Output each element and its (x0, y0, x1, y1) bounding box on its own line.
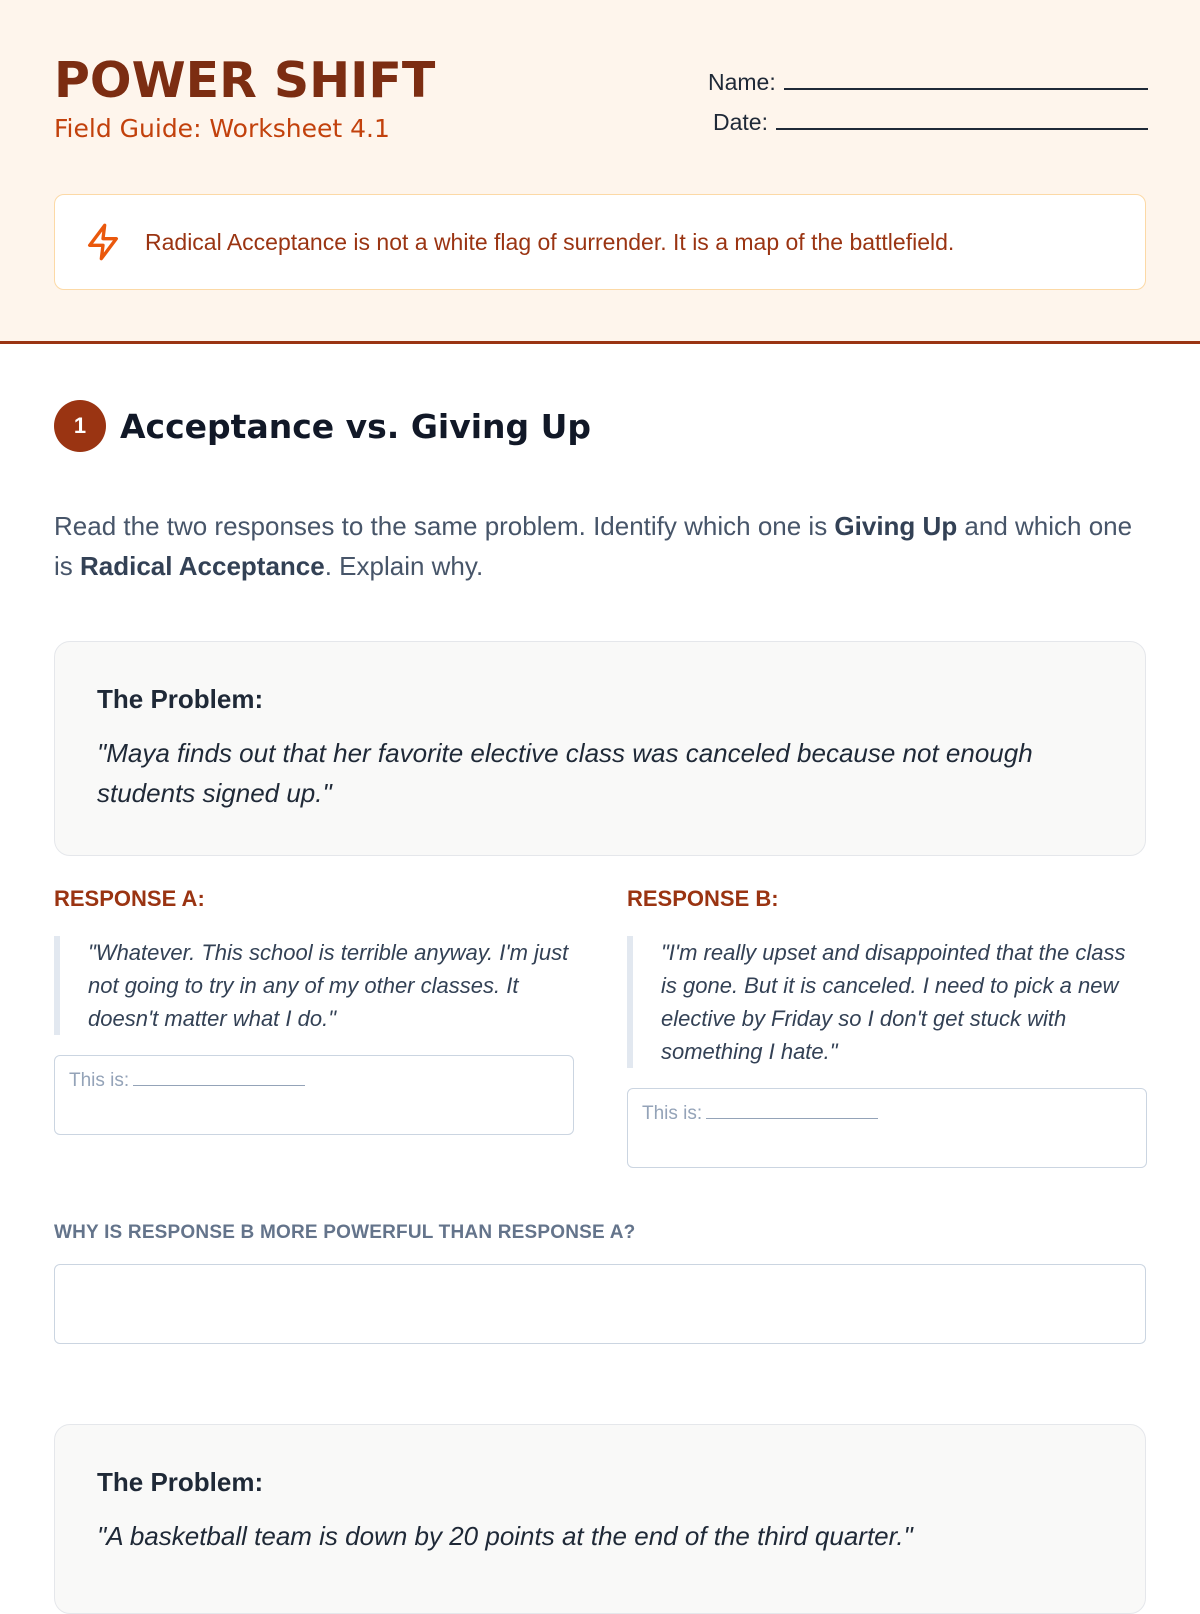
problem-label: The Problem: (97, 1467, 264, 1497)
lightning-bolt-icon (83, 222, 123, 262)
why-answer-field[interactable] (54, 1264, 1146, 1344)
problem-card-2 (54, 1424, 1146, 1614)
problem-text: "A basketball team is down by 20 points at the end of the third quarter." (97, 1521, 913, 1551)
intro-text-1: Read the two responses to the same problem. Identify which one is (54, 511, 835, 541)
worksheet-subtitle: Field Guide: Worksheet 4.1 (54, 114, 390, 143)
problem-label: The Problem: (97, 684, 264, 714)
name-date-block (708, 56, 1148, 136)
answer-prompt: This is: (69, 1070, 130, 1091)
name-field[interactable] (784, 66, 1148, 90)
section-instructions (54, 506, 1146, 586)
response-b-quote: "I'm really upset and disappointed that the class is gone. But it is canceled. I need to pick a new elective by Friday so I don't get stuck with something I hate." (627, 936, 1147, 1068)
response-a-answer-field[interactable] (54, 1055, 574, 1135)
callout-text: Radical Acceptance is not a white flag of surrender. It is a map of the battlefield. (145, 228, 955, 255)
date-field[interactable] (776, 106, 1148, 130)
brand-block (54, 52, 435, 143)
section-number-badge: 1 (54, 400, 106, 452)
intro-bold-giving-up: Giving Up (834, 511, 958, 541)
section-title: Acceptance vs. Giving Up (120, 406, 592, 446)
answer-prompt: This is: (642, 1103, 703, 1124)
date-label: Date: (713, 109, 768, 135)
intro-text-3: . Explain why. (324, 551, 484, 581)
name-label: Name: (708, 69, 776, 95)
problem-text: "Maya finds out that her favorite elective class was canceled because not enough students signed up." (97, 738, 1033, 808)
section-heading (54, 400, 1146, 452)
why-question-label: WHY IS RESPONSE B MORE POWERFUL THAN RESPONSE A? (54, 1222, 636, 1243)
response-b-label: RESPONSE B: (627, 886, 779, 911)
response-a-label: RESPONSE A: (54, 886, 205, 911)
quote-callout (54, 194, 1146, 290)
name-row (708, 56, 1148, 96)
response-b-answer-field[interactable] (627, 1088, 1147, 1168)
problem-card-1 (54, 641, 1146, 856)
answer-blank-line (706, 1104, 878, 1119)
worksheet-header (0, 0, 1200, 344)
response-a-quote: "Whatever. This school is terrible anyway. I'm just not going to try in any of my other classes. It doesn't matter what I do." (54, 936, 574, 1035)
response-a (54, 886, 574, 1135)
response-b (627, 886, 1147, 1168)
date-row (708, 96, 1148, 136)
worksheet-title: POWER SHIFT (54, 52, 436, 109)
intro-bold-radical-acceptance: Radical Acceptance (80, 551, 325, 581)
answer-blank-line (133, 1071, 305, 1086)
intro-text-2: and which one is (54, 511, 1133, 581)
